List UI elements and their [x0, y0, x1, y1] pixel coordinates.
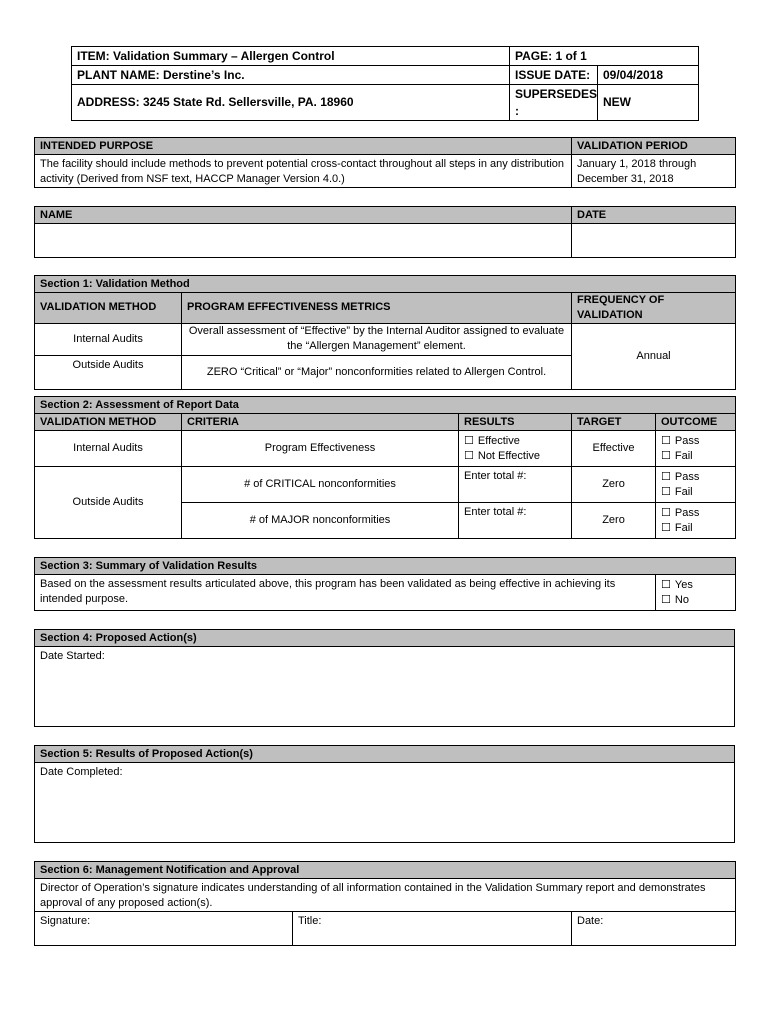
- section1-frequency: Annual: [572, 323, 736, 389]
- validation-period-text: January 1, 2018 through December 31, 2018: [572, 155, 736, 188]
- section6-title: Section 6: Management Notification and Approval: [35, 862, 736, 879]
- issue-date-label: ISSUE DATE:: [510, 66, 598, 85]
- signature-field[interactable]: Signature:: [35, 912, 293, 946]
- section3-text: Based on the assessment results articulated above, this program has been validated as being effective in achieving its intended purpose.: [35, 575, 656, 611]
- intended-purpose-table: [34, 137, 736, 188]
- header-table: [71, 46, 699, 121]
- section1-title: Section 1: Validation Method: [35, 276, 736, 293]
- section2-col-outcome: OUTCOME: [656, 414, 736, 431]
- section1-table: [34, 275, 736, 390]
- major-total-field[interactable]: Enter total #:: [459, 503, 572, 539]
- fail-checkbox[interactable]: ☐ Fail: [661, 485, 730, 500]
- section2-criteria-major: # of MAJOR nonconformities: [182, 503, 459, 539]
- pass-checkbox[interactable]: ☐ Pass: [661, 434, 730, 449]
- section2-col-results: RESULTS: [459, 414, 572, 431]
- pass-checkbox[interactable]: ☐ Pass: [661, 506, 730, 521]
- section5-title: Section 5: Results of Proposed Action(s): [35, 746, 735, 763]
- date-heading: DATE: [572, 207, 736, 224]
- section1-outside-audits: Outside Audits: [35, 355, 182, 389]
- section2-outside-audits: Outside Audits: [35, 467, 182, 539]
- section2-criteria-effectiveness: Program Effectiveness: [182, 431, 459, 467]
- supersedes-value: NEW: [598, 85, 699, 121]
- approval-date-field[interactable]: Date:: [572, 912, 736, 946]
- section2-outcome-cell: [656, 431, 736, 467]
- date-started-field[interactable]: Date Started:: [35, 647, 735, 727]
- section1-col-metrics: PROGRAM EFFECTIVENESS METRICS: [182, 293, 572, 324]
- section2-col-method: VALIDATION METHOD: [35, 414, 182, 431]
- name-heading: NAME: [35, 207, 572, 224]
- validation-period-heading: VALIDATION PERIOD: [572, 138, 736, 155]
- section6-table: [34, 861, 736, 946]
- pass-checkbox[interactable]: ☐ Pass: [661, 470, 730, 485]
- section1-internal-metric: Overall assessment of “Effective” by the Internal Auditor assigned to evaluate the “Allergen Management” element.: [182, 323, 572, 355]
- section4-table: [34, 629, 735, 727]
- section1-col-method: VALIDATION METHOD: [35, 293, 182, 324]
- section2-results-cell: [459, 431, 572, 467]
- section1-outside-metric: ZERO “Critical” or “Major” nonconformities related to Allergen Control.: [182, 355, 572, 389]
- issue-date-value: 09/04/2018: [598, 66, 699, 85]
- section1-col-frequency: FREQUENCY OF VALIDATION: [572, 293, 736, 324]
- section2-col-criteria: CRITERIA: [182, 414, 459, 431]
- section2-title: Section 2: Assessment of Report Data: [35, 397, 736, 414]
- section2-target-critical: Zero: [572, 467, 656, 503]
- page-number: PAGE: 1 of 1: [510, 47, 699, 66]
- supersedes-label: SUPERSEDES :: [510, 85, 598, 121]
- section2-criteria-critical: # of CRITICAL nonconformities: [182, 467, 459, 503]
- section6-text: Director of Operation’s signature indicates understanding of all information contained in the Validation Summary report and demonstrates approval of any proposed action(s).: [35, 879, 736, 912]
- name-date-table: [34, 206, 736, 258]
- intended-purpose-heading: INTENDED PURPOSE: [35, 138, 572, 155]
- section2-outcome-cell: [656, 467, 736, 503]
- section2-table: [34, 396, 736, 539]
- section3-table: [34, 557, 736, 611]
- address: ADDRESS: 3245 State Rd. Sellersville, PA. 18960: [72, 85, 510, 121]
- intended-purpose-text: The facility should include methods to prevent potential cross-contact throughout all steps in any distribution activity (Derived from NSF text, HACCP Manager Version 4.0.): [35, 155, 572, 188]
- section4-title: Section 4: Proposed Action(s): [35, 630, 735, 647]
- section2-internal-audits: Internal Audits: [35, 431, 182, 467]
- date-completed-field[interactable]: Date Completed:: [35, 763, 735, 843]
- not-effective-checkbox[interactable]: ☐ Not Effective: [464, 449, 566, 464]
- section2-col-target: TARGET: [572, 414, 656, 431]
- name-field[interactable]: [35, 224, 572, 258]
- section3-choice-cell: [656, 575, 736, 611]
- critical-total-field[interactable]: Enter total #:: [459, 467, 572, 503]
- section2-target-major: Zero: [572, 503, 656, 539]
- section2-target-effective: Effective: [572, 431, 656, 467]
- fail-checkbox[interactable]: ☐ Fail: [661, 521, 730, 536]
- section1-internal-audits: Internal Audits: [35, 323, 182, 355]
- no-checkbox[interactable]: ☐ No: [661, 593, 730, 608]
- effective-checkbox[interactable]: ☐ Effective: [464, 434, 566, 449]
- fail-checkbox[interactable]: ☐ Fail: [661, 449, 730, 464]
- title-field[interactable]: Title:: [293, 912, 572, 946]
- yes-checkbox[interactable]: ☐ Yes: [661, 578, 730, 593]
- section5-table: [34, 745, 735, 843]
- plant-name: PLANT NAME: Derstine’s Inc.: [72, 66, 510, 85]
- item-title: ITEM: Validation Summary – Allergen Control: [72, 47, 510, 66]
- date-field[interactable]: [572, 224, 736, 258]
- section2-outcome-cell: [656, 503, 736, 539]
- section3-title: Section 3: Summary of Validation Results: [35, 558, 736, 575]
